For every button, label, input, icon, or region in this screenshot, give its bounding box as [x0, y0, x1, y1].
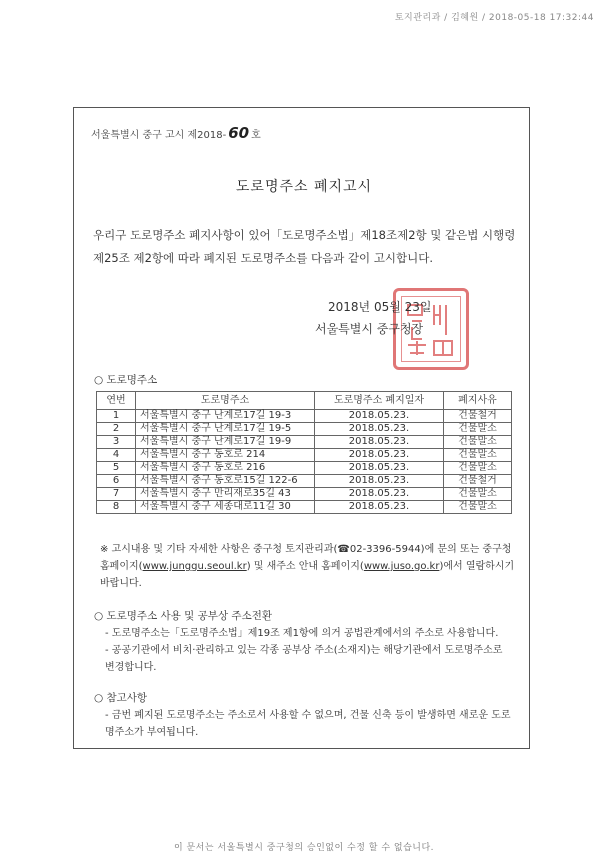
link-junggu-homepage[interactable]: www.junggu.seoul.kr — [142, 561, 247, 572]
road-address-cell: 서울특별시 중구 난계로17길 19-5 — [136, 423, 315, 436]
road-address-table — [96, 391, 512, 514]
road-address-cell: 서울특별시 중구 세종대로11길 30 — [136, 501, 315, 514]
usage-item: - 공공기관에서 비치·관리하고 있는 각종 공부상 주소(소재지)는 해당기관에서 도로명주소로 변경합니다. — [105, 645, 503, 673]
abolition-reason-cell: 건물말소 — [444, 449, 512, 462]
row-number-cell: 8 — [97, 501, 136, 514]
road-address-cell: 서울특별시 중구 동호로 216 — [136, 462, 315, 475]
table-row — [97, 488, 512, 501]
abolition-date-cell: 2018.05.23. — [315, 436, 444, 449]
road-address-cell: 서울특별시 중구 난계로17길 19-3 — [136, 410, 315, 423]
issue-date: 2018년 05월 23일 — [328, 300, 432, 314]
table-header-cell: 도로명주소 폐지일자 — [315, 392, 444, 410]
table-row — [97, 501, 512, 514]
row-number-cell: 5 — [97, 462, 136, 475]
table-header-cell: 폐지사유 — [444, 392, 512, 410]
table-row — [97, 449, 512, 462]
abolition-reason-cell: 건물철거 — [444, 410, 512, 423]
table-row — [97, 475, 512, 488]
abolition-date-cell: 2018.05.23. — [315, 423, 444, 436]
row-number-cell: 7 — [97, 488, 136, 501]
table-row — [97, 436, 512, 449]
link-juso-homepage[interactable]: www.juso.go.kr — [363, 561, 440, 572]
road-address-cell: 서울특별시 중구 난계로17길 19-9 — [136, 436, 315, 449]
section-title-usage: ○ 도로명주소 사용 및 공부상 주소전환 — [94, 610, 272, 622]
abolition-reason-cell: 건물말소 — [444, 488, 512, 501]
reference-item: - 금번 폐지된 도로명주소는 주소로서 사용할 수 없으며, 건물 신축 등이 발생하면 새로운 도로명주소가 부여됩니다. — [105, 710, 511, 738]
table-row — [97, 423, 512, 436]
row-number-cell: 6 — [97, 475, 136, 488]
table-row — [97, 410, 512, 423]
abolition-reason-cell: 건물말소 — [444, 423, 512, 436]
body-paragraph: 우리구 도로명주소 폐지사항이 있어「도로명주소법」제18조제2항 및 같은법 시행령 제25조 제2항에 따라 폐지된 도로명주소를 다음과 같이 고시합니다. — [93, 228, 516, 265]
abolition-date-cell: 2018.05.23. — [315, 475, 444, 488]
abolition-date-cell: 2018.05.23. — [315, 462, 444, 475]
abolition-reason-cell: 건물말소 — [444, 501, 512, 514]
note-text: ) 및 새주소 안내 홈페이지( — [246, 561, 364, 572]
table-header-row — [97, 392, 512, 410]
abolition-reason-cell: 건물말소 — [444, 436, 512, 449]
document-title: 도로명주소 폐지고시 — [235, 179, 373, 195]
document-meta-header: 토지관리과 / 김혜원 / 2018-05-18 17:32:44 — [394, 13, 594, 23]
usage-item: - 도로명주소는「도로명주소법」제19조 제1항에 의거 공법관계에서의 주소로 사용합니다. — [105, 628, 499, 639]
road-address-cell: 서울특별시 중구 만리재로35길 43 — [136, 488, 315, 501]
table-row — [97, 462, 512, 475]
abolition-date-cell: 2018.05.23. — [315, 449, 444, 462]
notice-number-prefix: 서울특별시 중구 고시 제2018- — [91, 130, 227, 141]
abolition-reason-cell: 건물말소 — [444, 462, 512, 475]
notice-number — [91, 124, 261, 142]
road-address-cell: 서울특별시 중구 동호로15길 122-6 — [136, 475, 315, 488]
section-title-reference: ○ 참고사항 — [94, 692, 148, 704]
abolition-date-cell: 2018.05.23. — [315, 488, 444, 501]
row-number-cell: 3 — [97, 436, 136, 449]
road-address-table-wrap — [96, 391, 512, 514]
row-number-cell: 1 — [97, 410, 136, 423]
row-number-cell: 4 — [97, 449, 136, 462]
footer-notice: 이 문서는 서울특별시 중구청의 승인없이 수정 할 수 없습니다. — [173, 843, 435, 853]
issuer-name: 서울특별시 중구청장 — [315, 322, 424, 336]
abolition-date-cell: 2018.05.23. — [315, 501, 444, 514]
notice-number-handwritten: 60 — [228, 124, 250, 142]
table-header-cell: 연번 — [97, 392, 136, 410]
table-body — [97, 410, 512, 514]
abolition-reason-cell: 건물철거 — [444, 475, 512, 488]
row-number-cell: 2 — [97, 423, 136, 436]
road-address-cell: 서울특별시 중구 동호로 214 — [136, 449, 315, 462]
inquiry-note — [100, 541, 520, 592]
note-text: ※ 고시내용 및 기타 자세한 사항은 중구청 토지관리과(☎02-3396-5944)에 문의 또는 중구청 홈페이지( — [100, 544, 512, 572]
table-header-cell: 도로명주소 — [136, 392, 315, 410]
notice-number-suffix: 호 — [251, 130, 261, 141]
abolition-date-cell: 2018.05.23. — [315, 410, 444, 423]
section-title-road-address: ○ 도로명주소 — [94, 374, 158, 386]
note-text: )에서 열람하시기 바랍니다. — [100, 561, 515, 589]
